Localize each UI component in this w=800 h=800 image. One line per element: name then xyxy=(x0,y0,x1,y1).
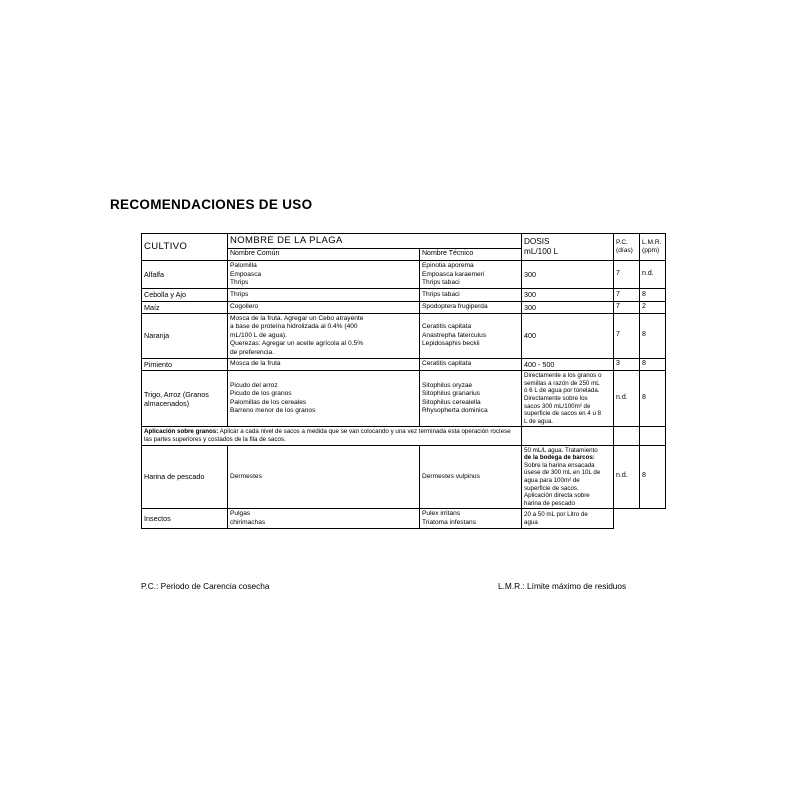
header-lmr-label: L.M.R. xyxy=(642,238,662,246)
dosis-line: Directamente a los granos o xyxy=(524,372,602,380)
cultivo-label: Trigo, Arroz (Granos almacenados) xyxy=(144,389,209,408)
dosis-alfalfa: 300 xyxy=(522,261,614,289)
footnote-lmr: L.M.R.: Límite máximo de residuos xyxy=(498,581,627,591)
pc-naranja: 7 xyxy=(614,313,640,358)
note-lmr-spacer xyxy=(640,427,666,446)
pc-pimiento: 3 xyxy=(614,359,640,371)
header-nombre-comun: Nombre Común xyxy=(228,249,420,261)
pc-harina-pescado: n.d. xyxy=(614,445,640,509)
dosis-line: de la bodega de barcos: xyxy=(524,454,595,462)
comun-line: Querezas: Agregar un aceite agrícola al 0.5% xyxy=(230,340,364,348)
lmr-pimiento: 8 xyxy=(640,359,666,371)
dosis-insectos xyxy=(522,509,614,529)
dosis-naranja: 400 xyxy=(522,313,614,358)
comun-line: Mosca de la fruta. Agregar un Cebo atrayente xyxy=(230,314,364,322)
dosis-line: 20 a 50 mL por Litro de xyxy=(524,511,588,519)
tecnico-pimiento: Ceratitis capitata xyxy=(420,359,522,371)
note-text: Aplicar a cada nivel de sacos a medida que se van colocando y una vez terminada esta operación rocíese las partes superiores y costados de la fila de sacos. xyxy=(144,428,511,443)
note-label: Aplicación sobre granos: xyxy=(144,428,219,436)
comun-naranja xyxy=(228,313,420,358)
tecnico-line: Sitophilus cerealella xyxy=(422,398,481,406)
tecnico-line: Triatoma infestans xyxy=(422,518,476,526)
table-row xyxy=(142,289,666,301)
header-pc-label: P.C. xyxy=(616,238,628,246)
recommendations-table xyxy=(141,233,666,529)
tecnico-line: Ceratitis capitata xyxy=(422,323,472,331)
tecnico-line: Sitophilus granarius xyxy=(422,390,480,398)
lmr-alfalfa: n.d. xyxy=(640,261,666,289)
dosis-line: Sobre la harina ensacada xyxy=(524,461,595,469)
table-row xyxy=(142,509,666,529)
dosis-trigo-arroz xyxy=(522,371,614,427)
comun-line: Picudo de los granos xyxy=(230,390,292,398)
note-pc-spacer xyxy=(614,427,640,446)
dosis-line: sacos 300 mL/100m² de xyxy=(524,402,591,410)
cultivo-harina-pescado: Harina de pescado xyxy=(142,445,228,509)
note-aplicacion-granos xyxy=(142,427,522,446)
dosis-line: agua para 100m² de xyxy=(524,476,580,484)
tecnico-alfalfa xyxy=(420,261,522,289)
header-dosis-unit: mL/100 L xyxy=(524,247,559,257)
header-lmr-unit: (ppm) xyxy=(642,247,660,255)
dosis-cebolla-ajo: 300 xyxy=(522,289,614,301)
tecnico-line: Anastrepha faterculus xyxy=(422,331,487,339)
cultivo-trigo-arroz xyxy=(142,371,228,427)
comun-cebolla-ajo: Thrips xyxy=(228,289,420,301)
cultivo-insectos: Insectos xyxy=(142,509,228,529)
table-row xyxy=(142,359,666,371)
comun-insectos xyxy=(228,509,420,529)
tecnico-line: Lepidosaphis beckii xyxy=(422,340,480,348)
tecnico-insectos xyxy=(420,509,522,529)
footnote-pc: P.C.: Periodo de Carencia cosecha xyxy=(141,581,270,591)
comun-line: mL/100 L de agua). xyxy=(230,331,287,339)
header-dosis xyxy=(522,234,614,261)
dosis-line: harina de pescado xyxy=(524,499,575,507)
comun-line: Empoasca xyxy=(230,270,262,278)
comun-line: chirimachas xyxy=(230,518,266,526)
tecnico-line: Empoasca karaemeri xyxy=(422,270,485,278)
tecnico-naranja xyxy=(420,313,522,358)
tecnico-line: Sitophilus oryzae xyxy=(422,381,473,389)
comun-line: Palomilla xyxy=(230,262,257,270)
dosis-line: L de agua. xyxy=(524,417,554,425)
dosis-maiz: 300 xyxy=(522,301,614,313)
dosis-line: ó 6 L de agua por tonelada. xyxy=(524,387,600,395)
pc-trigo-arroz: n.d. xyxy=(614,371,640,427)
header-cultivo: CULTIVO xyxy=(142,234,228,261)
lmr-insectos xyxy=(640,509,666,529)
tecnico-line: Epinotia aporema xyxy=(422,262,474,270)
comun-line: de preferencia. xyxy=(230,348,274,356)
comun-line: Thrips xyxy=(230,278,249,286)
tecnico-harina-pescado: Dermestes vulpinus xyxy=(420,445,522,509)
tecnico-line: Thrips tabaci xyxy=(422,278,460,286)
tecnico-line: Rhysopherta dominica xyxy=(422,407,488,415)
comun-line: a base de proteína hidrolizada al 0.4% (400 xyxy=(230,323,358,331)
lmr-maiz: 2 xyxy=(640,301,666,313)
comun-line: Barreno menor de los granos xyxy=(230,407,316,415)
pc-maiz: 7 xyxy=(614,301,640,313)
lmr-naranja: 8 xyxy=(640,313,666,358)
lmr-harina-pescado: 8 xyxy=(640,445,666,509)
comun-line: Pulgas xyxy=(230,510,251,518)
dosis-pimiento: 400 - 500 xyxy=(522,359,614,371)
header-lmr xyxy=(640,234,666,261)
comun-alfalfa xyxy=(228,261,420,289)
lmr-cebolla-ajo: 8 xyxy=(640,289,666,301)
header-plaga-group: NOMBRE DE LA PLAGA xyxy=(228,234,522,249)
cultivo-naranja: Naranja xyxy=(142,313,228,358)
pc-alfalfa: 7 xyxy=(614,261,640,289)
dosis-harina-pescado xyxy=(522,445,614,509)
tecnico-trigo-arroz xyxy=(420,371,522,427)
cultivo-pimiento: Pimiento xyxy=(142,359,228,371)
dosis-line: úsese de 300 mL en 10L de xyxy=(524,469,601,477)
dosis-line: superficie de sacos. xyxy=(524,484,579,492)
table-note-row xyxy=(142,427,666,446)
pc-cebolla-ajo: 7 xyxy=(614,289,640,301)
table-row xyxy=(142,371,666,427)
table-row xyxy=(142,301,666,313)
dosis-line: Aplicación directa sobre xyxy=(524,492,590,500)
dosis-line: agua xyxy=(524,518,538,526)
table-row xyxy=(142,445,666,509)
cultivo-alfalfa: Alfalfa xyxy=(142,261,228,289)
lmr-trigo-arroz: 8 xyxy=(640,371,666,427)
table-row xyxy=(142,313,666,358)
dosis-line: 50 mL/L agua. Tratamiento xyxy=(524,446,598,454)
dosis-line: semillas a razón de 250 mL xyxy=(524,379,600,387)
tecnico-cebolla-ajo: Thrips tabaci xyxy=(420,289,522,301)
cultivo-cebolla-ajo: Cebolla y Ajo xyxy=(142,289,228,301)
table-header-row-1 xyxy=(142,234,666,249)
tecnico-maiz: Spodoptera frugiperda xyxy=(420,301,522,313)
dosis-line: Directamente sobre los xyxy=(524,394,588,402)
comun-line: Picudo del arroz xyxy=(230,381,278,389)
comun-maiz: Cogollero xyxy=(228,301,420,313)
header-pc xyxy=(614,234,640,261)
header-nombre-tecnico: Nombre Técnico xyxy=(420,249,522,261)
comun-pimiento: Mosca de la fruta xyxy=(228,359,420,371)
comun-trigo-arroz xyxy=(228,371,420,427)
cultivo-maiz: Maíz xyxy=(142,301,228,313)
note-dosis-spacer xyxy=(522,427,614,446)
page-title: RECOMENDACIONES DE USO xyxy=(110,197,313,212)
tecnico-line: Pulex irritans xyxy=(422,510,461,518)
pc-insectos xyxy=(614,509,640,529)
comun-line: Palomillas de los cereales xyxy=(230,398,307,406)
dosis-line: superficie de sacos en 4 u 8 xyxy=(524,410,602,418)
comun-harina-pescado: Dermestes xyxy=(228,445,420,509)
table-row xyxy=(142,261,666,289)
header-pc-unit: (días) xyxy=(616,247,633,255)
header-dosis-label: DOSIS xyxy=(524,236,550,246)
